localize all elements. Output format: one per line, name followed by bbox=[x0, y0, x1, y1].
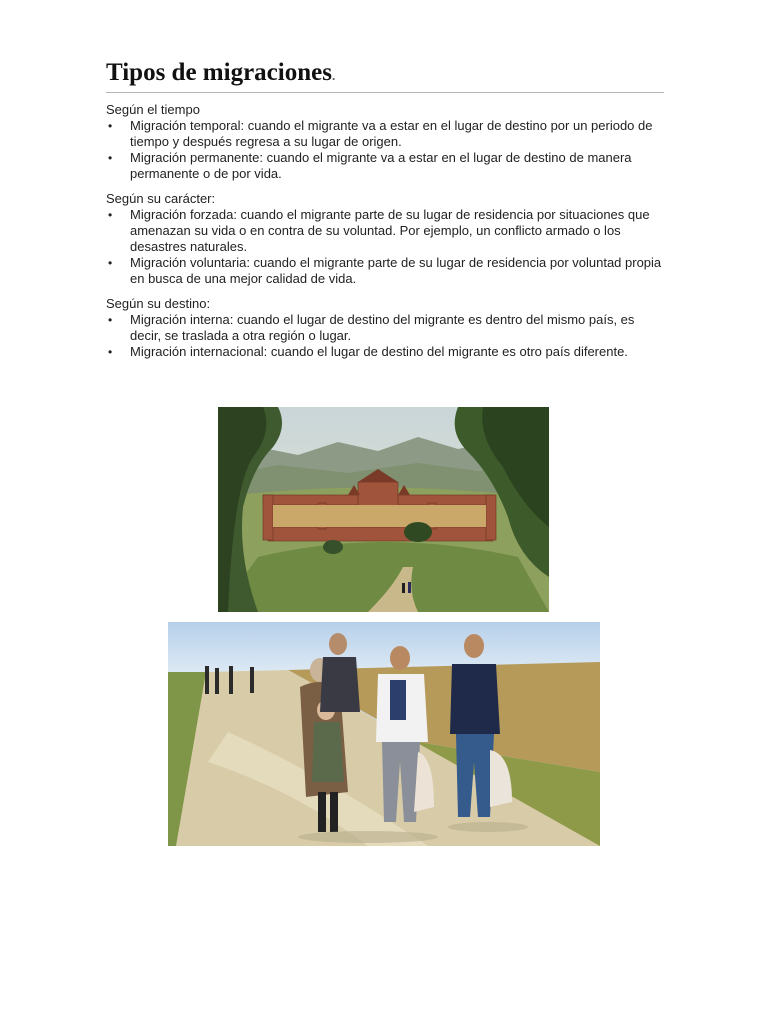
landscape-illustration-drawing bbox=[218, 407, 549, 612]
bullet-icon: • bbox=[108, 256, 113, 270]
page-title bbox=[106, 58, 664, 93]
migrants-photo bbox=[168, 622, 600, 846]
list-item bbox=[106, 118, 664, 150]
landscape-illustration bbox=[218, 407, 549, 612]
list-tiempo bbox=[106, 118, 664, 182]
title-dot: . bbox=[331, 68, 336, 83]
list-item-text: Migración interna: cuando el lugar de destino del migrante es dentro del mismo país, es decir, se traslada a otra región o lugar. bbox=[130, 312, 635, 343]
bullet-icon: • bbox=[108, 208, 113, 222]
bullet-icon: • bbox=[108, 345, 113, 359]
title-text: Tipos de migraciones bbox=[106, 59, 332, 86]
list-item bbox=[106, 150, 664, 182]
section-heading-tiempo: Según el tiempo bbox=[106, 102, 200, 117]
list-item-text: Migración forzada: cuando el migrante parte de su lugar de residencia por situaciones que amenazan su vida o en contra de su voluntad. Por ejemplo, un conflicto armado o los desastres naturales. bbox=[130, 207, 650, 254]
list-item-text: Migración permanente: cuando el migrante va a estar en el lugar de destino de manera permanente o de por vida. bbox=[130, 150, 632, 181]
list-item bbox=[106, 312, 664, 344]
document-page bbox=[106, 58, 664, 360]
list-item bbox=[106, 207, 664, 255]
bullet-icon: • bbox=[108, 151, 113, 165]
list-destino bbox=[106, 312, 664, 360]
list-item bbox=[106, 344, 664, 360]
list-item bbox=[106, 255, 664, 287]
section-heading-caracter: Según su carácter: bbox=[106, 191, 216, 206]
list-item-text: Migración voluntaria: cuando el migrante parte de su lugar de residencia por voluntad propia en busca de una mejor calidad de vida. bbox=[130, 255, 662, 286]
bullet-icon: • bbox=[108, 313, 113, 327]
list-item-text: Migración internacional: cuando el lugar de destino del migrante es otro país diferente. bbox=[130, 344, 628, 359]
list-item-text: Migración temporal: cuando el migrante va a estar en el lugar de destino por un periodo de tiempo y después regresa a su lugar de origen. bbox=[130, 118, 653, 149]
list-caracter bbox=[106, 207, 664, 287]
bullet-icon: • bbox=[108, 119, 113, 133]
section-heading-destino: Según su destino: bbox=[106, 296, 211, 311]
migrants-photo-drawing bbox=[168, 622, 600, 846]
